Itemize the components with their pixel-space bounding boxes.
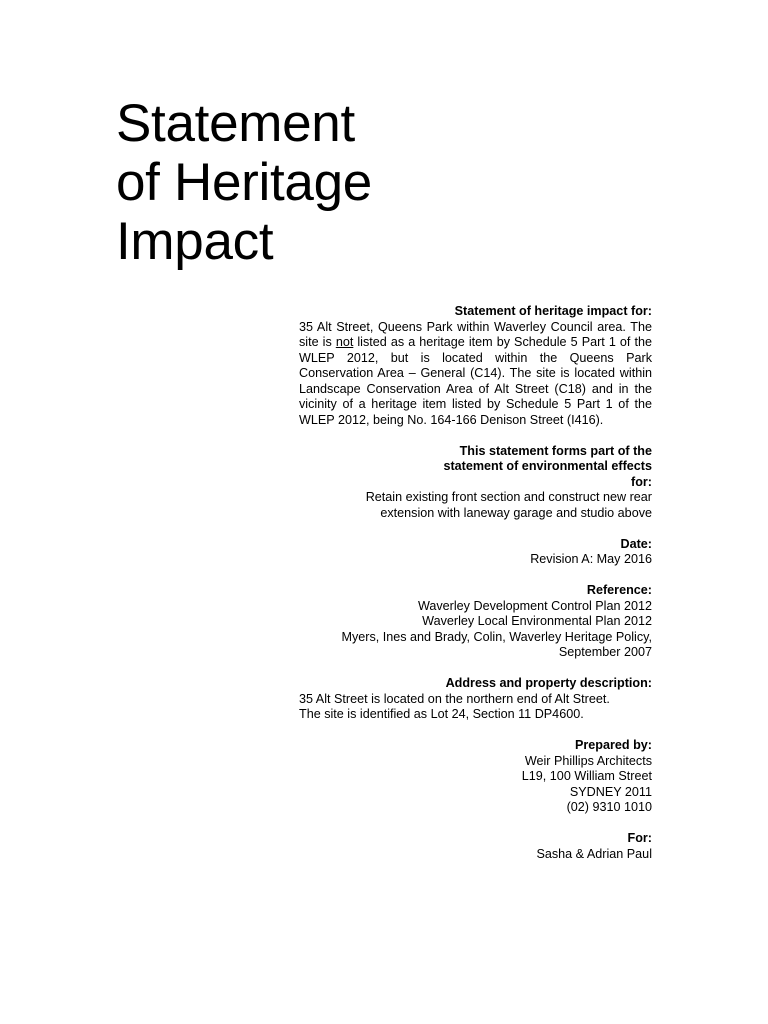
prepared-by-heading: Prepared by:: [575, 738, 652, 752]
statement-heading-line-1: This statement forms part of the: [459, 443, 652, 458]
document-details: [299, 304, 652, 878]
prepared-by-section: [299, 738, 652, 816]
reference-section: [299, 583, 652, 661]
prepared-by-line: L19, 100 William Street: [521, 769, 652, 783]
prepared-by-line: (02) 9310 1010: [566, 800, 652, 814]
statement-text: [299, 490, 652, 521]
impact-text-start: 35 Alt Street, Queens Park within Waverley Council area. The site is: [299, 319, 652, 349]
statement-heading-line-2: statement of environmental effects: [443, 459, 652, 473]
statement-text-line-2: extension with laneway garage and studio above: [380, 505, 652, 520]
address-section: [299, 676, 652, 723]
statement-heading: [299, 444, 652, 491]
address-heading: Address and property description:: [445, 676, 652, 690]
reference-heading: Reference:: [586, 583, 652, 597]
reference-item: Waverley Local Environmental Plan 2012: [422, 614, 652, 628]
impact-text-end: listed as a heritage item by Schedule 5 Part 1 of the WLEP 2012, but is located within the Queens Park Conservation Area – General (C14). The site is located within Landscape Conservation Area of Alt Street (C18) and in the vicinity of a heritage item listed by Schedule 5 Part 1 of the WLEP 2012, being No. 164-166 Denison Street (I416).: [299, 335, 652, 427]
impact-text-not: not: [335, 335, 354, 349]
reference-list: [299, 599, 652, 661]
title-line-3: Impact: [116, 212, 274, 271]
for-value: Sasha & Adrian Paul: [536, 846, 652, 861]
for-heading: For:: [627, 831, 652, 845]
title-line-2: of Heritage: [116, 153, 372, 212]
statement-text-line-1: Retain existing front section and construct new rear: [365, 490, 652, 504]
impact-text: [299, 320, 652, 429]
address-line: 35 Alt Street is located on the northern end of Alt Street.: [299, 691, 610, 706]
statement-heading-line-3: for:: [631, 474, 652, 489]
reference-item: Myers, Ines and Brady, Colin, Waverley Heritage Policy,: [341, 629, 652, 644]
date-section: [299, 537, 652, 568]
date-value: Revision A: May 2016: [530, 552, 652, 566]
address-line: The site is identified as Lot 24, Section 11 DP4600.: [299, 707, 584, 721]
prepared-by-line: Weir Phillips Architects: [524, 753, 652, 768]
reference-item: Waverley Development Control Plan 2012: [417, 598, 652, 613]
reference-item: September 2007: [558, 645, 652, 659]
document-title: [116, 94, 372, 271]
prepared-by-line: SYDNEY 2011: [569, 784, 652, 799]
impact-section: [299, 304, 652, 428]
address-text: [299, 692, 652, 723]
date-heading: Date:: [620, 536, 652, 551]
statement-section: [299, 444, 652, 522]
prepared-by-details: [299, 754, 652, 816]
for-section: [299, 831, 652, 862]
impact-heading: Statement of heritage impact for:: [454, 304, 652, 318]
title-line-1: Statement: [116, 94, 355, 153]
